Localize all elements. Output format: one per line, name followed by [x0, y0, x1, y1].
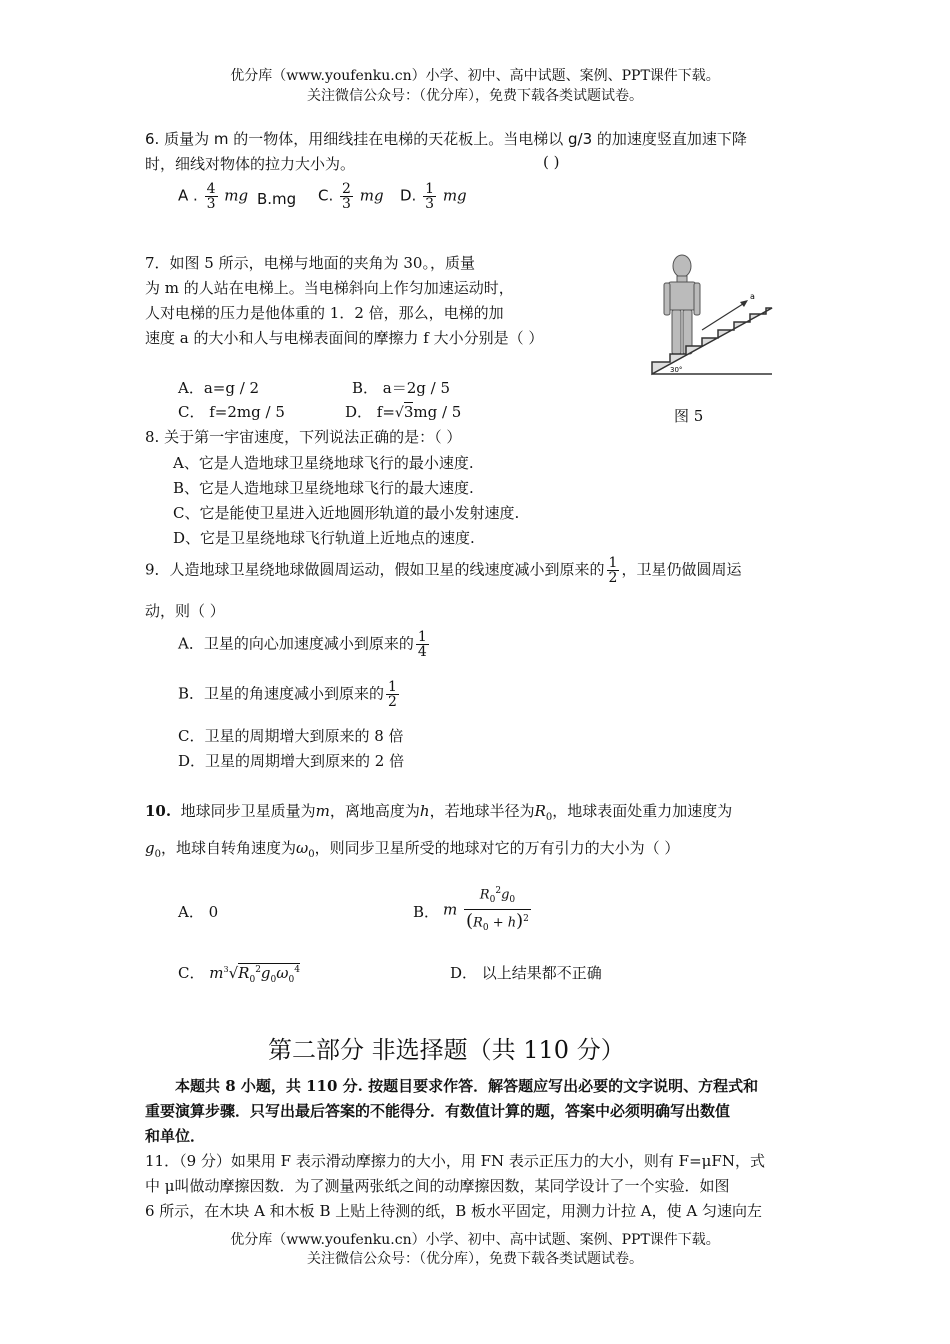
- q10-option-a: A． 0: [178, 903, 219, 921]
- angle-label: 30°: [670, 366, 683, 374]
- fraction: $\frac{1}{2}$: [388, 679, 397, 710]
- q10-option-c: C． $m^3√R_0^2g_0\omega_0^4$: [178, 964, 300, 985]
- q8-option-d: D、它是卫星绕地球飞行轨道上近地点的速度.: [173, 529, 475, 547]
- part-2-title: 第二部分 非选择题（共 110 分）: [268, 1036, 625, 1064]
- q11-line-2: 中 μ叫做动摩擦因数．为了测量两张纸之间的动摩擦因数，某同学设计了一个实验．如图: [145, 1177, 730, 1195]
- q6-answer-paren: ( ): [543, 153, 560, 171]
- q9-line-2: 动，则（ ）: [145, 602, 225, 620]
- q8-stem: 8. 关于第一宇宙速度，下列说法正确的是：（ ）: [145, 428, 462, 446]
- fraction: $\frac{1}{4}$: [417, 629, 427, 660]
- footer-line-1: 优分库（www.youfenku.cn）小学、初中、高中试题、案例、PPT课件下载。: [230, 1232, 720, 1248]
- fraction: $\frac{4}{3}$: [206, 181, 216, 212]
- footer-line-2: 关注微信公众号：（优分库），免费下载各类试题试卷。: [307, 1251, 643, 1267]
- part-2-intro-2: 重要演算步骤．只写出最后答案的不能得分．有数值计算的题，答案中必须明确写出数值: [145, 1102, 731, 1120]
- q6-option-c: C. $\frac{2}{3}$ mg: [318, 181, 384, 212]
- sqrt-sign: √: [394, 405, 404, 421]
- q8-option-c: C、它是能使卫星进入近地圆形轨道的最小发射速度.: [173, 504, 520, 522]
- q9-option-d: D．卫星的周期增大到原来的 2 倍: [178, 752, 405, 770]
- fraction: $\frac{1}{3}$: [425, 181, 435, 212]
- q9-option-b: B．卫星的角速度减小到原来的 $\frac{1}{2}$: [178, 679, 397, 710]
- q7-option-c: C． f=2mg / 5: [178, 403, 285, 421]
- header-line-1: 优分库（www.youfenku.cn）小学、初中、高中试题、案例、PPT课件下载。: [230, 68, 720, 84]
- q10-option-b-formula: m $\frac{R_0^2g_0}{(R_0 + h)^2}$: [443, 882, 533, 937]
- q7-option-a: A．a=g / 2: [178, 379, 260, 397]
- q11-line-1: 11．（9 分）如果用 F 表示滑动摩擦力的大小，用 FN 表示正压力的大小，则有 F=μFN，式: [145, 1152, 765, 1170]
- q7-line-2: 为 m 的人站在电梯上。当电梯斜向上作匀加速运动时，: [145, 279, 514, 297]
- q6-option-a: A . $\frac{4}{3}$ mg: [178, 181, 249, 212]
- figure-5-escalator: [650, 250, 780, 380]
- q7-option-b: B． a＝2g / 5: [352, 379, 451, 397]
- q7-line-3: 人对电梯的压力是他体重的 1．2 倍，那么，电梯的加: [145, 304, 504, 322]
- q6-line-2: 时，细线对物体的拉力大小为。: [145, 155, 356, 173]
- q9-option-a: A．卫星的向心加速度减小到原来的 $\frac{1}{4}$: [178, 629, 427, 660]
- part-2-intro-3: 和单位．: [145, 1127, 206, 1145]
- q9-line-1: 9．人造地球卫星绕地球做圆周运动，假如卫星的线速度减小到原来的 $\frac{1}{2}$ ，卫星仍做圆周运: [145, 555, 742, 586]
- part-2-intro-1: 本题共 8 小题，共 110 分. 按题目要求作答．解答题应写出必要的文字说明、方程式和: [175, 1077, 759, 1095]
- q8-option-a: A、它是人造地球卫星绕地球飞行的最小速度.: [173, 454, 474, 472]
- fraction: $\frac{R_0^2g_0}{(R_0 + h)^2}$: [464, 882, 531, 937]
- q9-option-c: C．卫星的周期增大到原来的 8 倍: [178, 727, 404, 745]
- figure-5-caption: 图 5: [674, 407, 704, 425]
- person-figure: [664, 255, 700, 354]
- q11-line-3: 6 所示，在木块 A 和木板 B 上贴上待测的纸，B 板水平固定，用测力计拉 A，使 A 匀速向左: [145, 1202, 763, 1220]
- radical-sign: √: [228, 964, 239, 982]
- q6-option-b: B.mg: [257, 190, 297, 208]
- fraction: $\frac{1}{2}$: [608, 555, 618, 586]
- q10-line-2: $g_0$，地球自转角速度为$\omega_0$，则同步卫星所受的地球对它的万有引力的大小为（ ）: [145, 839, 680, 860]
- fraction: $\frac{2}{3}$: [342, 181, 351, 212]
- header-line-2: 关注微信公众号：（优分库），免费下载各类试题试卷。: [307, 88, 643, 104]
- q8-option-b: B、它是人造地球卫星绕地球飞行的最大速度.: [173, 479, 474, 497]
- q6-option-d: D. $\frac{1}{3}$ mg: [400, 181, 467, 212]
- q10-option-b-label: B．: [413, 903, 440, 921]
- q7-line-4: 速度 a 的大小和人与电梯表面间的摩擦力 f 大小分别是（ ）: [145, 329, 544, 347]
- q7-line-1: 7．如图 5 所示，电梯与地面的夹角为 30。，质量: [145, 254, 475, 272]
- acceleration-label: a: [750, 292, 755, 301]
- q7-option-d: D． f=√3mg / 5: [345, 403, 462, 421]
- q10-option-d: D． 以上结果都不正确: [450, 964, 602, 982]
- q6-line-1: 6. 质量为 m 的一物体，用细线挂在电梯的天花板上。当电梯以 g/3 的加速度竖直加速下降: [145, 130, 747, 148]
- q10-line-1: 10. 地球同步卫星质量为m，离地高度为h，若地球半径为$R_0$，地球表面处重力加速度为: [145, 802, 733, 823]
